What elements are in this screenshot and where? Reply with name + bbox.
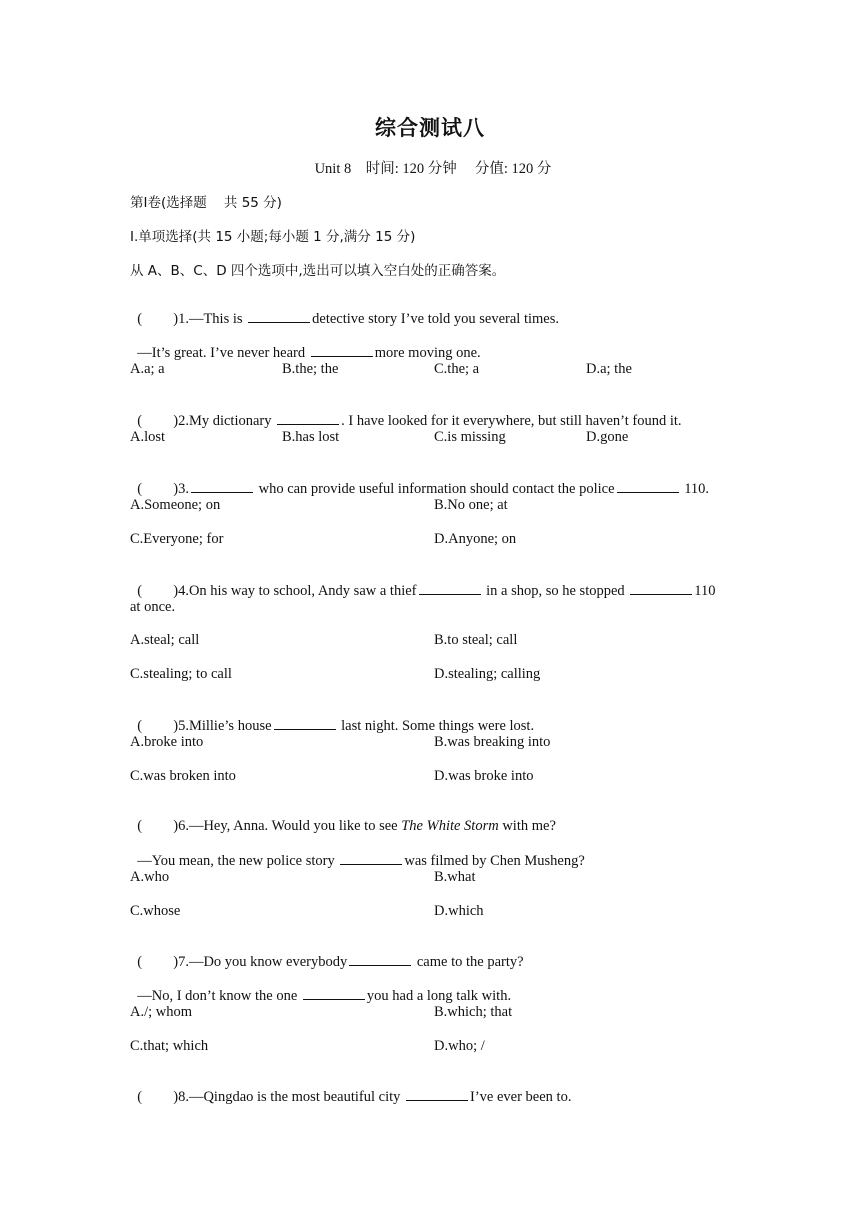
question-6: ( )6.—Hey, Anna. Would you like to see The White Storm with me? [137,818,556,834]
page-title: 综合测试八 [375,116,485,140]
option-d: D.Anyone; on [434,531,517,547]
answer-paren: ( [137,481,143,497]
answer-blank [191,480,253,493]
question-3: ( )3. who can provide useful information should contact the police 110. [137,481,710,497]
option-b: B.No one; at [434,497,508,513]
section-heading: Ⅰ.单项选择(共 15 小题;每小题 1 分,满分 15 分) [130,229,416,245]
answer-paren: ( [137,954,143,970]
answer-blank [349,953,411,966]
option-a: A.broke into [130,734,204,750]
question-6-reply: —You mean, the new police story was filmed by Chen Musheng? [137,853,585,869]
test-info: Unit 8 时间: 120 分钟 分值: 120 分 [314,161,552,177]
question-1-reply: —It’s great. I’ve never heard more moving one. [137,345,481,361]
option-a: A.Someone; on [130,497,221,513]
answer-blank [303,987,365,1000]
option-b: B.has lost [282,429,340,445]
option-d: D.which [434,903,484,919]
part-heading: 第Ⅰ卷(选择题 共 55 分) [130,195,282,211]
question-7-reply: —No, I don’t know the one you had a long talk with. [137,988,512,1004]
question-7: ( )7.—Do you know everybody came to the party? [137,954,524,970]
option-c: C.the; a [434,361,480,377]
option-d: D.stealing; calling [434,666,541,682]
option-a: A./; whom [130,1004,193,1020]
answer-paren: ( [137,583,143,599]
option-d: D.a; the [586,361,632,377]
option-c: C.stealing; to call [130,666,232,682]
option-b: B.what [434,869,476,885]
answer-paren: ( [137,1089,143,1105]
answer-blank [277,412,339,425]
option-d: D.who; / [434,1038,485,1054]
question-4: ( )4.On his way to school, Andy saw a thief in a shop, so he stopped 110 [137,583,716,599]
option-d: D.was broke into [434,768,534,784]
option-b: B.to steal; call [434,632,518,648]
movie-title: The White Storm [401,818,499,834]
answer-blank [274,717,336,730]
answer-paren: ( [137,718,143,734]
option-b: B.which; that [434,1004,513,1020]
question-8: ( )8.—Qingdao is the most beautiful city I’ve ever been to. [137,1089,572,1105]
option-c: C.whose [130,903,181,919]
option-a: A.who [130,869,170,885]
answer-paren: ( [137,311,143,327]
answer-blank [340,852,402,865]
instruction: 从 A、B、C、D 四个选项中,选出可以填入空白处的正确答案。 [130,263,506,279]
answer-blank [630,582,692,595]
option-c: C.is missing [434,429,506,445]
option-a: A.lost [130,429,166,445]
option-c: C.that; which [130,1038,209,1054]
answer-blank [419,582,481,595]
answer-blank [406,1088,468,1101]
option-d: D.gone [586,429,629,445]
question-2: ( )2.My dictionary . I have looked for it everywhere, but still haven’t found it. [137,413,682,429]
answer-blank [248,310,310,323]
option-b: B.was breaking into [434,734,551,750]
answer-blank [617,480,679,493]
option-c: C.Everyone; for [130,531,224,547]
option-b: B.the; the [282,361,339,377]
option-c: C.was broken into [130,768,236,784]
answer-blank [311,344,373,357]
question-4-continued: at once. [130,599,176,615]
option-a: A.a; a [130,361,165,377]
answer-paren: ( [137,413,143,429]
question-5: ( )5.Millie’s house last night. Some things were lost. [137,718,535,734]
answer-paren: ( [137,818,143,834]
question-1: ( )1.—This is detective story I’ve told you several times. [137,311,559,327]
option-a: A.steal; call [130,632,200,648]
